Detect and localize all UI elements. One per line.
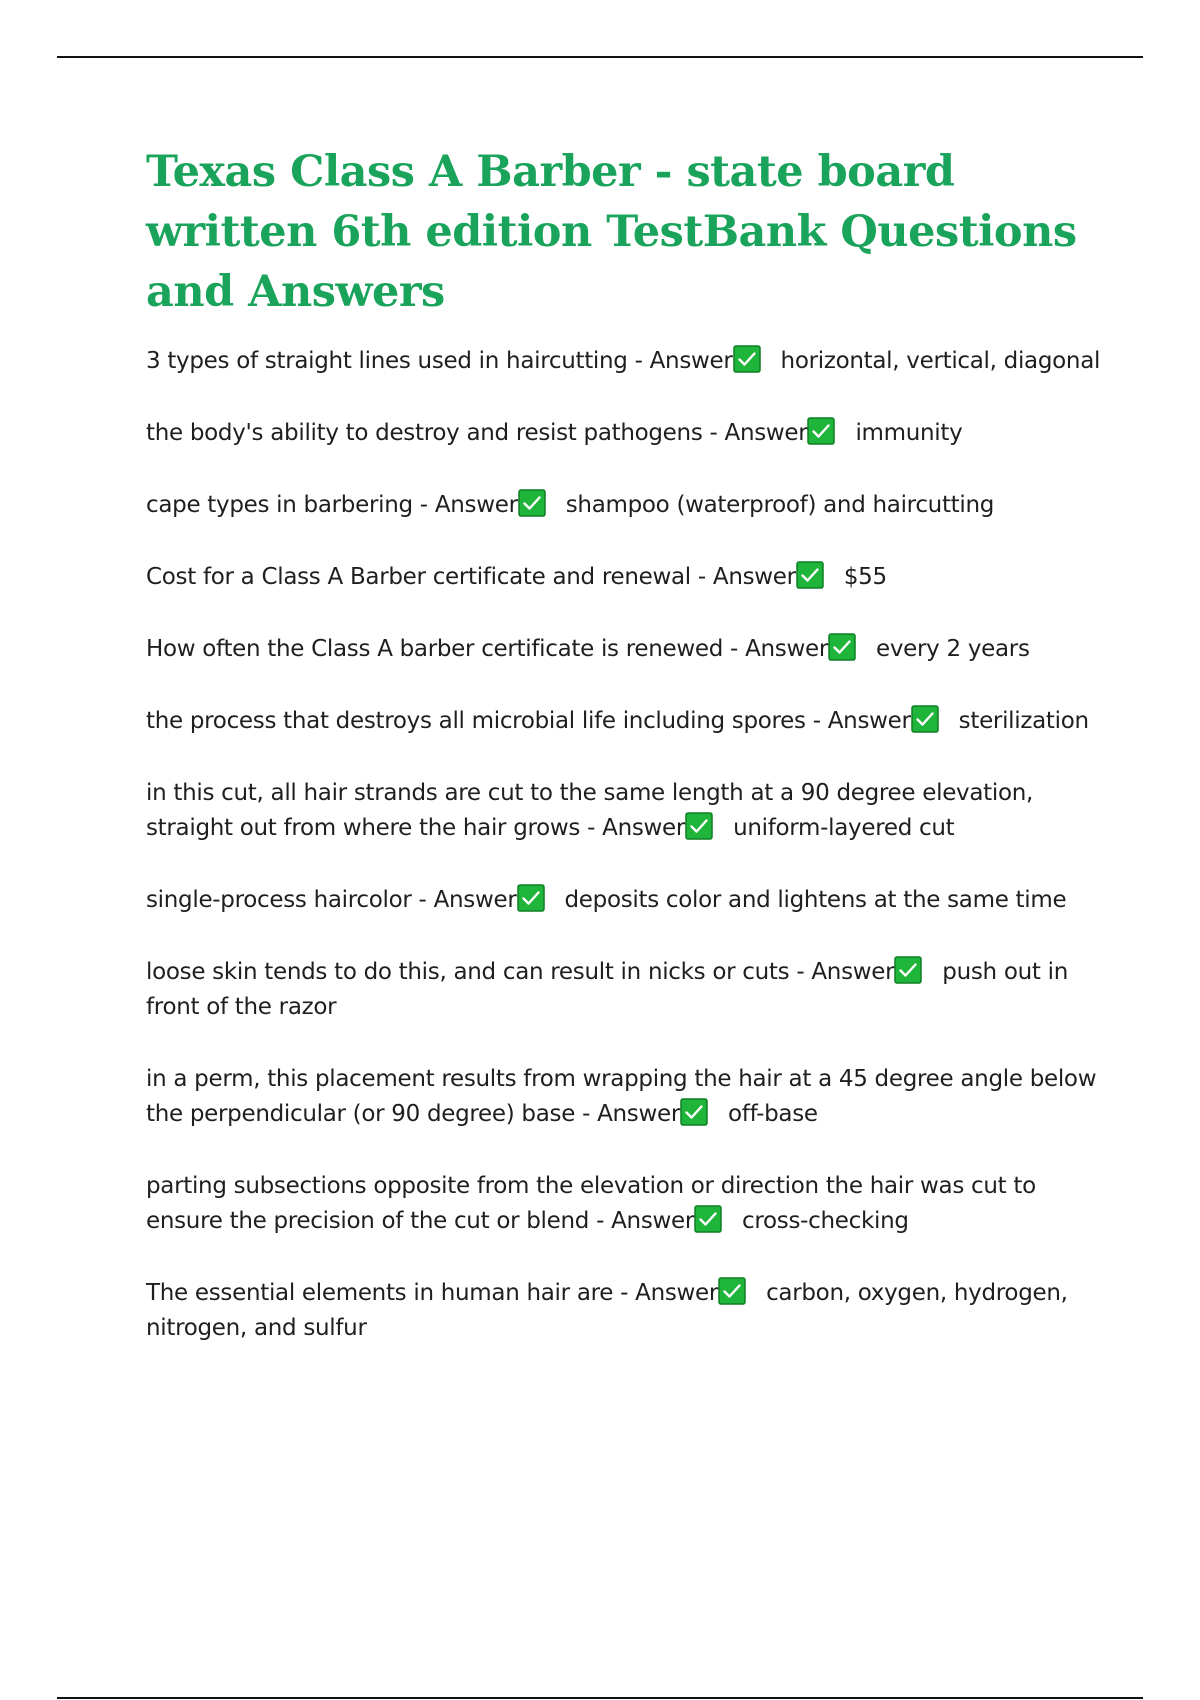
answer-marker: Answer [433, 887, 517, 913]
check-mark-icon [517, 884, 545, 912]
answer-marker: Answer [434, 492, 518, 518]
question-separator: - [412, 492, 435, 518]
answer-marker: Answer [745, 636, 828, 662]
question-text: in a perm, this placement results from wrapping the hair at a 45 degree angle below the perpendicular (or 90 degree) base [146, 1066, 1097, 1127]
question-separator: - [589, 1208, 612, 1234]
check-mark-icon [733, 345, 761, 373]
check-mark-icon [828, 633, 856, 661]
answer-text: shampoo (waterproof) and haircutting [565, 492, 995, 518]
qa-item [146, 632, 1106, 667]
answer-text: deposits color and lightens at the same time [564, 887, 1067, 913]
answer-text: carbon, oxygen, hydrogen, nitrogen, and sulfur [146, 1280, 1068, 1341]
answer-text: horizontal, vertical, diagonal [780, 348, 1101, 374]
check-mark-icon [796, 561, 824, 589]
qa-item [146, 488, 1106, 523]
answer-text: push out in front of the razor [146, 959, 1068, 1020]
check-mark-icon [680, 1098, 708, 1126]
question-text: in this cut, all hair strands are cut to the same length at a 90 degree elevation, straight out from where the hair grows [146, 780, 1034, 841]
check-mark-icon [694, 1205, 722, 1233]
question-text: the body's ability to destroy and resist pathogens [146, 420, 703, 446]
qa-item [146, 416, 1106, 451]
qa-item [146, 1062, 1106, 1132]
qa-item [146, 883, 1106, 918]
qa-item [146, 776, 1106, 846]
question-separator: - [805, 708, 828, 734]
answer-marker: Answer [724, 420, 808, 446]
question-text: The essential elements in human hair are [146, 1280, 614, 1306]
top-rule [57, 56, 1143, 58]
qa-list [146, 344, 1106, 1346]
question-separator: - [690, 564, 713, 590]
check-mark-icon [718, 1277, 746, 1305]
answer-marker: Answer [827, 708, 911, 734]
question-separator: - [627, 348, 650, 374]
question-separator: - [789, 959, 812, 985]
answer-marker: Answer [597, 1101, 681, 1127]
answer-text: uniform-layered cut [733, 815, 955, 841]
qa-item [146, 1276, 1106, 1346]
question-text: cape types in barbering [146, 492, 413, 518]
check-mark-icon [685, 812, 713, 840]
document-body [146, 142, 1106, 1383]
qa-item [146, 344, 1106, 379]
qa-item [146, 955, 1106, 1025]
check-mark-icon [894, 956, 922, 984]
question-separator: - [702, 420, 725, 446]
question-text: How often the Class A barber certificate is renewed [146, 636, 724, 662]
question-separator: - [575, 1101, 598, 1127]
question-text: parting subsections opposite from the elevation or direction the hair was cut to ensure the precision of the cut or blend [146, 1173, 1036, 1234]
answer-marker: Answer [602, 815, 686, 841]
answer-marker: Answer [649, 348, 733, 374]
question-separator: - [613, 1280, 636, 1306]
question-text: single-process haircolor [146, 887, 412, 913]
qa-item [146, 560, 1106, 595]
check-mark-icon [518, 489, 546, 517]
answer-text: cross-checking [742, 1208, 909, 1234]
answer-text: $55 [843, 564, 887, 590]
question-separator: - [723, 636, 746, 662]
answer-text: immunity [855, 420, 963, 446]
document-title: Texas Class A Barber - state board written 6th edition TestBank Questions and Answers [146, 147, 1077, 317]
qa-item [146, 1169, 1106, 1239]
answer-marker: Answer [712, 564, 796, 590]
answer-text: off-base [728, 1101, 818, 1127]
question-text: the process that destroys all microbial life including spores [146, 708, 806, 734]
check-mark-icon [807, 417, 835, 445]
answer-text: every 2 years [876, 636, 1030, 662]
answer-marker: Answer [811, 959, 895, 985]
answer-text: sterilization [958, 708, 1089, 734]
question-separator: - [580, 815, 603, 841]
qa-item [146, 704, 1106, 739]
question-text: loose skin tends to do this, and can result in nicks or cuts [146, 959, 790, 985]
answer-marker: Answer [635, 1280, 719, 1306]
answer-marker: Answer [611, 1208, 695, 1234]
question-text: Cost for a Class A Barber certificate and renewal [146, 564, 691, 590]
question-separator: - [411, 887, 434, 913]
check-mark-icon [911, 705, 939, 733]
bottom-rule [57, 1697, 1143, 1699]
question-text: 3 types of straight lines used in haircutting [146, 348, 628, 374]
